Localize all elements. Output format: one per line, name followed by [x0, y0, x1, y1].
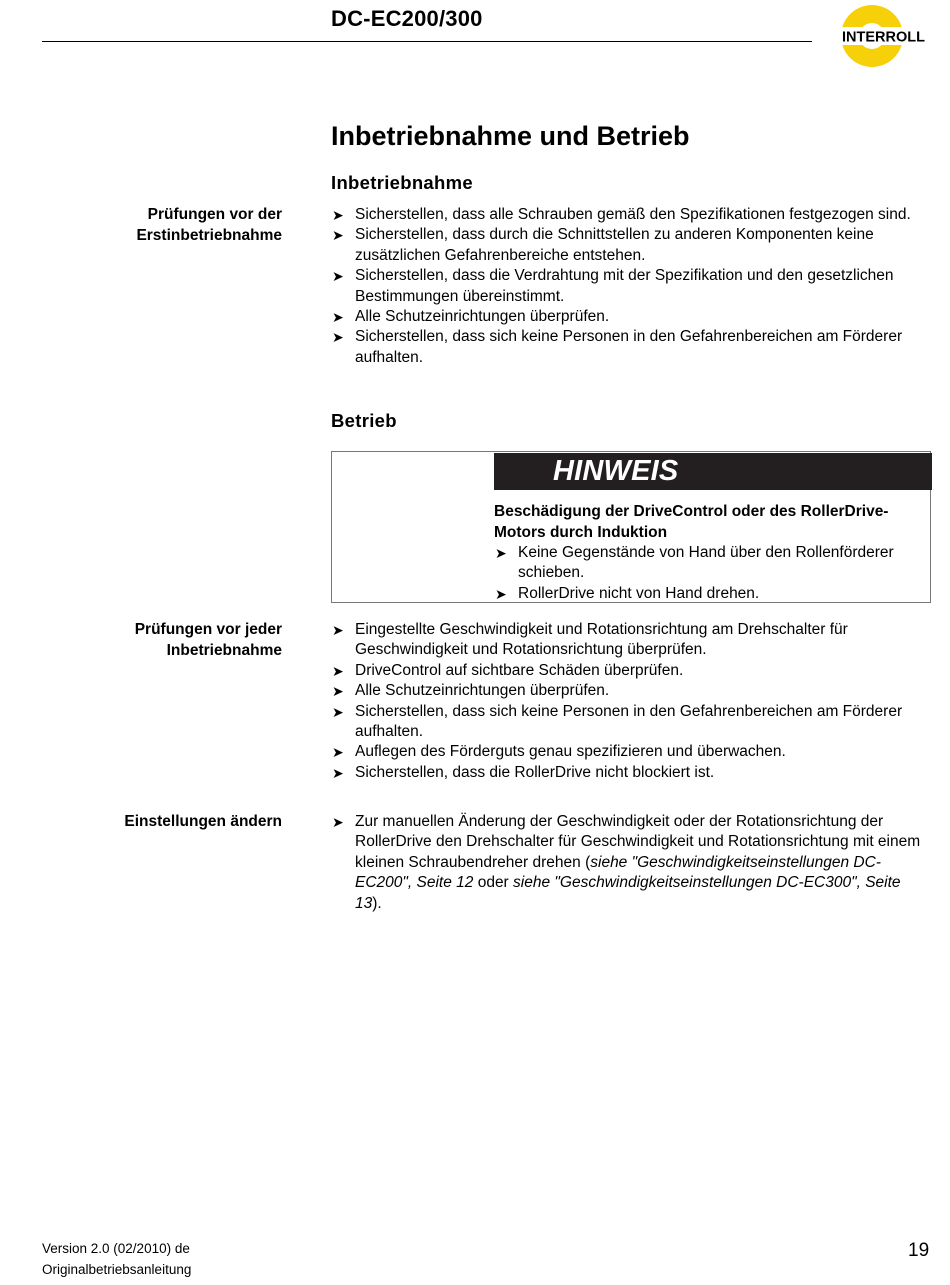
settings-text-end: ). [372, 894, 382, 912]
arrow-bullet-icon: ➤ [332, 764, 344, 781]
change-settings-list [331, 812, 931, 914]
list-item [331, 702, 931, 743]
list-item [494, 584, 930, 604]
arrow-bullet-icon: ➤ [332, 329, 344, 346]
list-item [331, 205, 931, 225]
arrow-bullet-icon: ➤ [495, 585, 507, 602]
list-item-text: Sicherstellen, dass sich keine Personen in den Gefahrenbereichen am Förderer aufhalten. [355, 702, 903, 741]
notice-heading: Beschädigung der DriveControl oder des RollerDrive-Motors durch Induktion [494, 503, 889, 541]
section-heading-inbetriebnahme: Inbetriebnahme [331, 172, 473, 193]
list-item [494, 543, 930, 584]
arrow-bullet-icon: ➤ [332, 662, 344, 679]
arrow-bullet-icon: ➤ [332, 683, 344, 700]
footer-doc-type: Originalbetriebsanleitung [42, 1261, 192, 1277]
notice-list [494, 543, 930, 604]
list-item-text: DriveControl auf sichtbare Schäden überprüfen. [355, 661, 684, 679]
side-label-each-commissioning [42, 620, 282, 661]
arrow-bullet-icon: ➤ [332, 814, 344, 830]
arrow-bullet-icon: ➤ [332, 268, 344, 285]
list-item-text: Eingestellte Geschwindigkeit und Rotationsrichtung am Drehschalter für Geschwindigkeit und Rotationsrichtung überprüfen. [355, 621, 848, 659]
section-heading-betrieb: Betrieb [331, 410, 397, 431]
document-title: DC-EC200/300 [331, 6, 483, 31]
list-item [331, 812, 931, 914]
settings-text-connector: oder [473, 874, 514, 892]
header-rule [42, 41, 812, 42]
list-item [331, 327, 931, 368]
arrow-bullet-icon: ➤ [332, 309, 344, 326]
footer-version-line: Version 2.0 (02/2010) de [42, 1241, 190, 1256]
side-label-change-settings: Einstellungen ändern [124, 813, 282, 830]
side-label-line: Erstinbetriebnahme [136, 226, 282, 244]
interroll-logo [838, 2, 938, 70]
side-label-line: Prüfungen vor jeder [134, 621, 282, 638]
first-commissioning-list [331, 205, 931, 368]
side-label-first-commissioning [42, 205, 282, 246]
each-commissioning-list [331, 620, 931, 783]
list-item [331, 661, 931, 681]
list-item [331, 225, 931, 266]
list-item [331, 763, 931, 783]
list-item [331, 620, 931, 661]
arrow-bullet-icon: ➤ [495, 545, 507, 561]
page-title: Inbetriebnahme und Betrieb [331, 121, 690, 151]
list-item-text: Alle Schutzeinrichtungen überprüfen. [355, 308, 610, 326]
list-item-text: Auflegen des Förderguts genau spezifizieren und überwachen. [355, 743, 786, 761]
list-item-text: RollerDrive nicht von Hand drehen. [518, 584, 760, 602]
list-item [331, 266, 931, 307]
arrow-bullet-icon: ➤ [332, 207, 344, 223]
arrow-bullet-icon: ➤ [332, 622, 344, 638]
notice-title: HINWEIS [553, 455, 679, 487]
cross-reference-link[interactable]: siehe "Geschwindigkeitseinstellungen DC-EC300", Seite 13 [355, 874, 901, 912]
arrow-bullet-icon: ➤ [332, 744, 344, 761]
logo-text: INTERROLL [842, 29, 925, 46]
list-item-text: Sicherstellen, dass sich keine Personen in den Gefahrenbereichen am Förderer aufhalten. [355, 328, 903, 366]
list-item-text: Sicherstellen, dass alle Schrauben gemäß den Spezifikationen festgezogen sind. [355, 206, 911, 223]
list-item-text: Sicherstellen, dass die RollerDrive nicht blockiert ist. [355, 763, 715, 781]
list-item [331, 307, 931, 327]
list-item-text: Alle Schutzeinrichtungen überprüfen. [355, 682, 610, 700]
cross-reference-link[interactable]: siehe "Geschwindigkeitseinstellungen DC-EC200", Seite 12 [355, 853, 881, 892]
page-number: 19 [908, 1240, 930, 1261]
list-item [331, 742, 931, 762]
list-item-text: Sicherstellen, dass die Verdrahtung mit der Spezifikation und den gesetzlichen Bestimmungen übereinstimmt. [355, 267, 894, 305]
side-label-line: Prüfungen vor der [147, 206, 282, 223]
list-item [331, 681, 931, 701]
side-label-line: Inbetriebnahme [166, 641, 282, 659]
settings-text: Zur manuellen Änderung der Geschwindigkeit oder der Rotationsrichtung der RollerDrive den Drehschalter für Geschwindigkeit und Rotationsrichtung mit einem kleinen Schraubendreher drehen ( [355, 813, 921, 871]
arrow-bullet-icon: ➤ [332, 703, 344, 720]
footer-version [42, 1239, 191, 1280]
arrow-bullet-icon: ➤ [332, 227, 344, 244]
list-item-text: Keine Gegenstände von Hand über den Rollenförderer schieben. [518, 544, 894, 582]
list-item-text: Sicherstellen, dass durch die Schnittstellen zu anderen Komponenten keine zusätzlichen Gefahrenbereiche entstehen. [355, 226, 874, 264]
